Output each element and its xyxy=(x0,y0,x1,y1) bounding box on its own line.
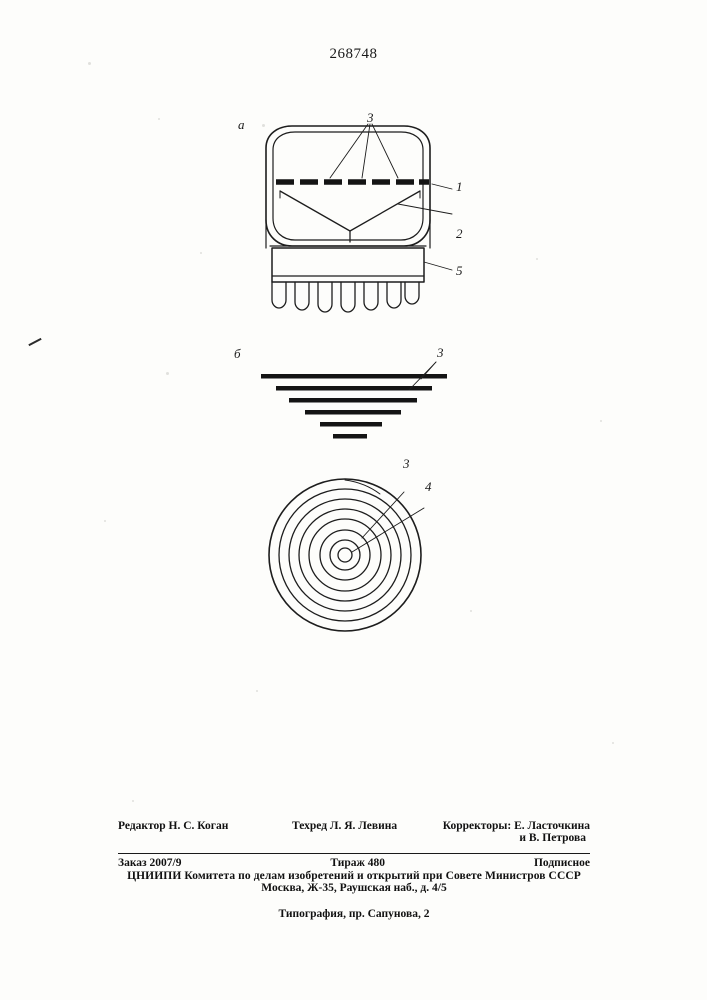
fig-a-callout-3: 3 xyxy=(367,110,374,125)
patent-drawing xyxy=(0,90,707,670)
figure-label-a: а xyxy=(238,117,245,132)
footer-printhouse: Типография, пр. Сапунова, 2 xyxy=(278,908,430,920)
footer-editor: Редактор Н. С. Коган xyxy=(118,820,229,832)
paper-speck xyxy=(132,800,134,802)
paper-speck xyxy=(256,690,258,692)
footer-circulation: Тираж 480 xyxy=(330,857,386,869)
footer-order: Заказ 2007/9 xyxy=(118,857,182,869)
footer-correctors-line1: Корректоры: Е. Ласточкина xyxy=(442,820,590,832)
footer-subscription: Подписное xyxy=(533,857,590,869)
footer-correctors-line2: и В. Петрова xyxy=(519,832,586,844)
footer-credits-row xyxy=(118,820,590,844)
footer-institute: ЦНИИПИ Комитета по делам изобретений и открытий при Совете Министров СССР xyxy=(127,870,581,882)
fig-c-callout-3: 3 xyxy=(403,456,410,471)
footer-tech-editor: Техред Л. Я. Левина xyxy=(292,820,398,832)
fig-a-callout-5: 5 xyxy=(456,263,463,278)
fig-b-callout-3: 3 xyxy=(437,345,444,360)
footer-correctors xyxy=(443,820,590,844)
page-footer xyxy=(118,820,590,920)
footer-address: Москва, Ж-35, Раушская наб., д. 4/5 xyxy=(261,882,447,894)
footer-order-row xyxy=(118,857,590,869)
page-title: 268748 xyxy=(329,46,378,62)
figure-label-b: б xyxy=(234,346,241,361)
footer-divider xyxy=(118,853,590,854)
fig-c-callout-4: 4 xyxy=(425,479,432,494)
paper-speck xyxy=(612,742,614,744)
fig-a-callout-2: 2 xyxy=(456,226,463,241)
fig-a-callout-1: 1 xyxy=(456,179,463,194)
